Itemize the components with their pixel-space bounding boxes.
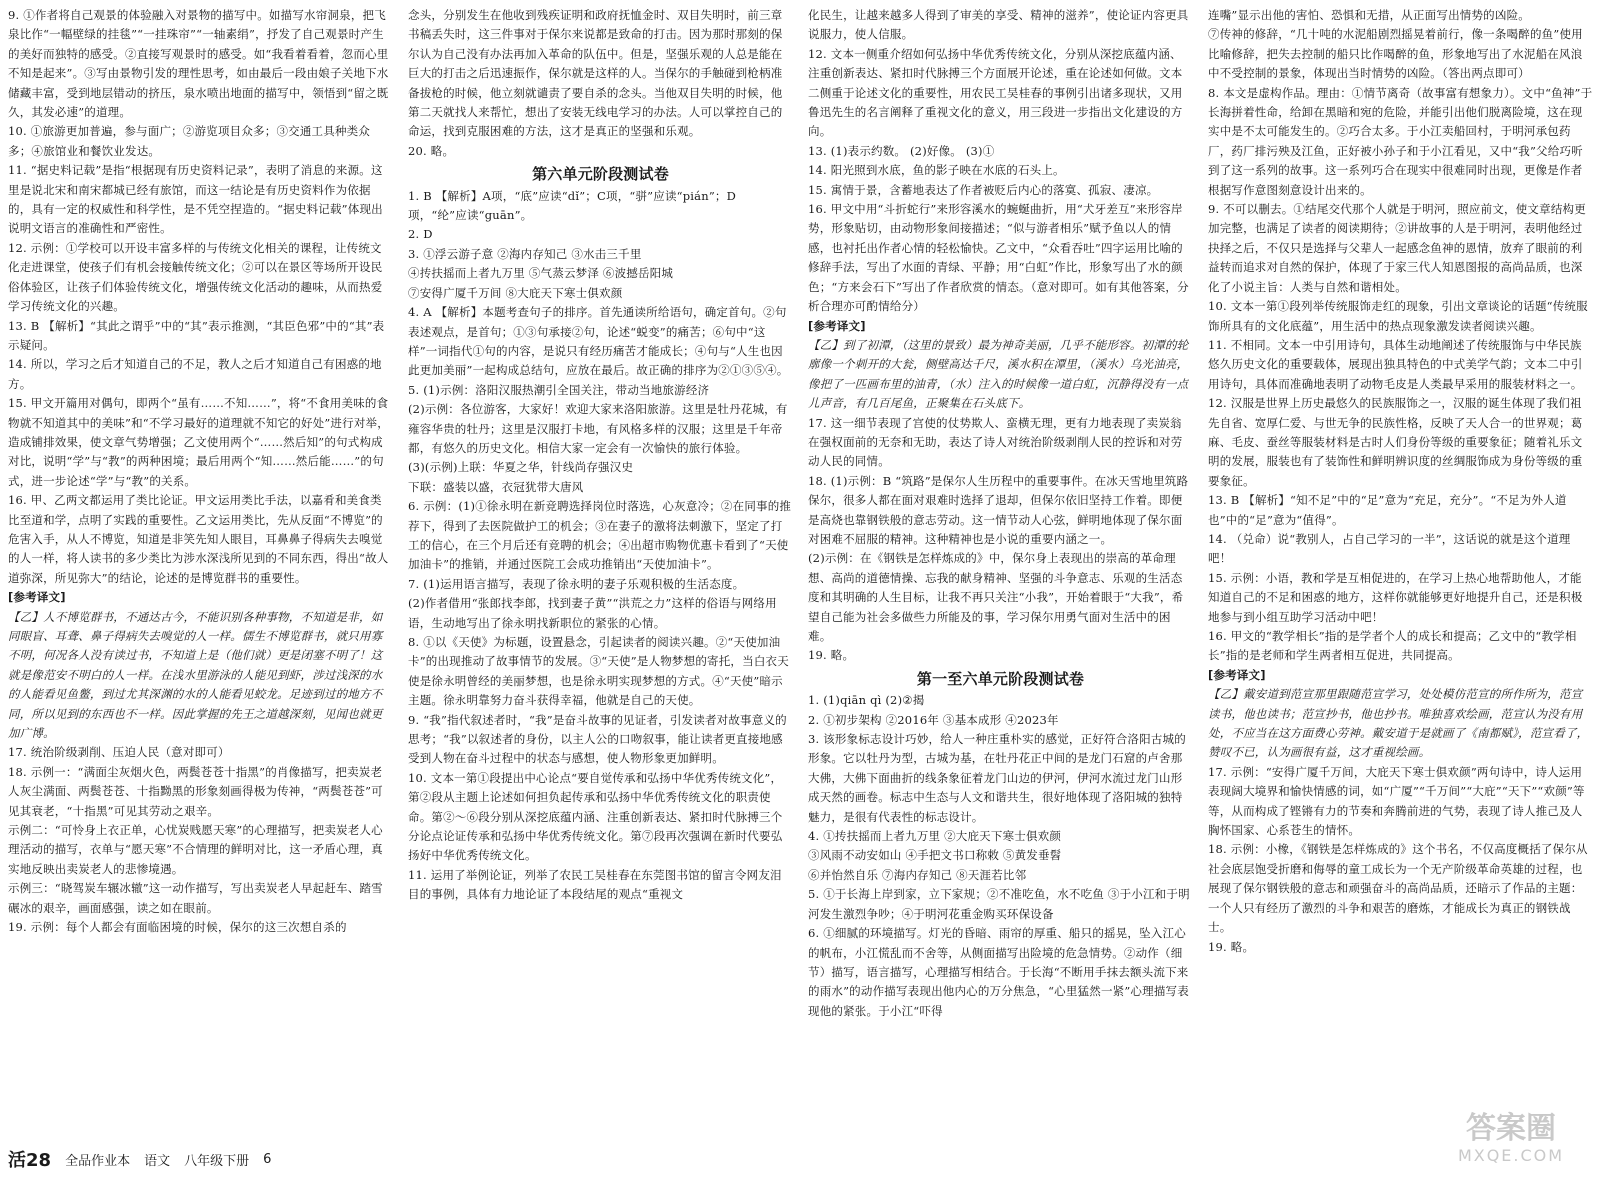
answer-item: 9. “我”指代叙述者时，“我”是奋斗故事的见证者，引发读者对故事意义的思考；“我”以叙述者的身份，以主人公的口吻叙事，能让读者更直接地感受到人物在奋斗过程中的状态与感想，使人物形象更加鲜明。	[408, 712, 787, 766]
watermark-url: MXQE.COM	[1457, 1146, 1565, 1165]
reference-translation-text: 【乙】到了初潭，（这里的景致）最为神奇美丽，几乎不能形容。初潭的轮廓像一个刺开的大瓮，侧壁高达千尺，溪水积在潭里，（溪水）乌光油亮，像把了一匹画布里的油青，（水）注入的时候像一道白虹，沉静得没有一点儿声音，有几百尾鱼，正聚集在石头底下。	[808, 337, 1189, 411]
answer-item: 15. 示例：小语，教和学是互相促进的，在学习上热心地帮助他人，才能知道自己的不足和困惑的地方，这样你就能够更好地提升自己，还是积极地参与到小组互助学习活动中吧！	[1208, 570, 1583, 624]
answer-item: 3. ①浮云游子意 ②海内存知己 ③水击三千里	[408, 246, 642, 261]
answer-item: 化民生，让越来越多人得到了审美的享受、精神的滋养”，使论证内容更具说服力，使人信服。	[808, 8, 1189, 42]
answer-item: 6. 示例：(1)①徐永明在新竞聘选择岗位时落选，心灰意冷；②在同事的推荐下，得到了去医院做护工的机会；③在妻子的激将法刺激下，坚定了打工的信心，在三个月后还有竞聘的机会；④出超市购物优惠卡看到了“天使加油卡”的推销，并通过医院工会成功推销出“天使加油卡”。	[408, 499, 792, 572]
answer-item: 连嘴”显示出他的害怕、恐惧和无措，从正面写出情势的凶险。	[1208, 8, 1530, 22]
answer-item: 13. (1)表示约数。 (2)好像。 (3)①	[808, 143, 995, 158]
answer-column-3	[808, 6, 1193, 1136]
answer-item: 14. （兑命）说“教别人，占自己学习的一半”，这话说的就是这个道理吧！	[1208, 531, 1571, 566]
answer-item: 18. (1)示例：B “筑路”是保尔人生历程中的重要事件。在冰天雪地里筑路保尔，很多人都在面对艰难时选择了退却，但保尔依旧坚持工作着。即便是高烧也靠钢铁般的意志劳动。这一情节动人心弦，鲜明地体现了保尔面对困难不屈服的精神。这种精神也是小说的重要内涵之一。	[808, 473, 1189, 546]
section-title: 第六单元阶段测试卷	[532, 165, 669, 184]
answer-item: 14. 所以，学习之后才知道自己的不足，教人之后才知道自己有困惑的地方。	[8, 357, 382, 391]
answer-item: 10. ①旅游更加普遍，参与面广；②游览项目众多；③交通工具种类众多；④旅馆业和餐饮业发达。	[8, 124, 371, 158]
answer-item: (2)示例：在《钢铁是怎样炼成的》中，保尔身上表现出的崇高的革命理想、高尚的道德情操、忘我的献身精神、坚强的斗争意志、乐观的生活态度和其明确的人生目标，让我不再只关注“小我”，开始着眼于“大我”，希望自己能为社会多做些力所能及的事，学习保尔用勇气面对生活中的困难。	[808, 551, 1184, 643]
answer-column-2	[408, 6, 793, 1136]
answer-item: 18. 示例：小橡，《钢铁是怎样炼成的》这个书名，不仅高度概括了保尔从社会底层饱受折磨和侮辱的童工成长为一个无产阶级革命英雄的过程，也展现了保尔钢铁般的意志和顽强奋斗的高尚品质，还暗示了作品的主题：一个人只有经历了激烈的斗争和艰苦的磨炼，才能成长为真正的钢铁战士。	[1208, 842, 1588, 935]
answer-item: (2)作者借用“张郎找李郎，找到妻子黄”“洪荒之力”这样的俗语与网络用语，生动地写出了徐永明找新职位的紧张的心情。	[408, 596, 777, 630]
answer-item: 10. 文本一第①段列举传统服饰走红的现象，引出文章谈论的话题“传统服饰所具有的文化底蕴”，用生活中的热点现象激发读者阅读兴趣。	[1208, 299, 1588, 333]
answer-item: 6. ①细腻的环境描写。灯光的昏暗、雨帘的厚重、船只的摇晃，坠入江心的帆布，小江慌乱而不舍等，从侧面描写出险境的危急情势。②动作（细节）描写，语言描写，心理描写相结合。于长海“不断用手抹去额头流下来的雨水”的动作描写表现出他内心的万分焦急，“心里猛然一紧”心理描写表现他的紧张。于小江“吓得	[808, 926, 1189, 1018]
answer-item: 8. 本文是虚构作品。理由：①情节离奇（故事富有想象力）。文中“鱼神”于长海拼着性命，给卸在黑暗和宛的危险，并能引出他们脱离险境，这在现实中是不太可能发生的。②巧合太多。于小江卖船回村，于明河承包药厂，药厂排污殃及江鱼，正好被小孙子和于小江看见，又中“我”父给巧听到了这一系列的故事。这一系列巧合在现实中很难同时出现，更像是作者根据写作意图刻意设计出来的。	[1208, 85, 1593, 197]
watermark-logo	[1436, 1112, 1586, 1170]
answer-item: 1. B 【解析】A项，“底”应读“dǐ”；C项，“骈”应读“pián”；D项，“纶”应读“guān”。	[408, 188, 737, 223]
answer-item: ③风雨不动安如山 ④手把文书口称敕 ⑤黄发垂髫	[808, 848, 1062, 863]
answer-item: 18. 示例一：“满面尘灰烟火色，两鬓苍苍十指黑”的肖像描写，把卖炭老人灰尘满面、两鬓苍苍、十指黝黑的形象刻画得极为传神，“两鬓苍苍”可见其衰老，“十指黑”可见其劳动之艰辛。	[8, 764, 383, 818]
answer-item: (3)(示例)上联：华夏之华，针线尚存强汉史	[408, 460, 634, 475]
answer-item: 11. “据史料记载”是指“根据现有历史资料记录”，表明了消息的来源。这里是说北宋和南宋都城已经有旅馆，而这一结论是有历史资料作为依据的，具有一定的权威性和科学性，是不凭空捏造的。“据史料记载”体现出说明文语言的准确性和严密性。	[8, 163, 383, 236]
answer-item: ④抟扶摇而上者九万里 ⑤气蒸云梦泽 ⑥波撼岳阳城	[408, 266, 674, 281]
answer-item: 17. 示例：“安得广厦千万间，大庇天下寒士俱欢颜”两句诗中，诗人运用表现阔大境界和愉快情感的词，如“广厦”“千万间”“大庇”“天下”“欢颜”等等，从而构成了铿锵有力的节奏和奔腾前进的气势，表现了诗人推己及人胸怀国家、心系苍生的情怀。	[1208, 764, 1585, 838]
answer-item: 16. 甲文的“教学相长”指的是学者个人的成长和提高；乙文中的“教学相长”指的是老师和学生两者相互促进，共同提高。	[1208, 629, 1577, 663]
reference-translation-label: [参考译文]	[1208, 667, 1266, 682]
answer-item: 念头，分别发生在他收到残疾证明和政府抚恤金时、双目失明时，前三章书稿丢失时，这三件事对于保尔来说都是致命的打击。因为那时那刻的保尔认为自己没有办法再加入革命的队伍中。但是，坚强乐观的人总是能在巨大的打击之后迅速振作，保尔就是这样的人。当保尔的手触碰到枪柄准备拔枪的时候，他立刻就谴责了要自杀的念头。当他双目失明的时候，他第二天就找人来帮忙，想出了安装无线电学习的办法。人可以掌控自己的命运，找到克服困难的方法，这才是真正的坚强和乐观。	[408, 8, 783, 139]
answer-item: 19. 略。	[808, 648, 855, 663]
answer-item: 示例三：“晓驾炭车辗冰辙”这一动作描写，写出卖炭老人早起赶车、踏雪碾冰的艰辛，画面感强，读之如在眼前。	[8, 881, 383, 915]
answer-item: 11. 运用了举例论证，列举了农民工吴桂春在东莞图书馆的留言令网友泪目的事例，具体有力地论证了本段结尾的观点“重视文	[408, 867, 782, 902]
answer-item: 15. 寓情于景，含蓄地表达了作者被贬后内心的落寞、孤寂、凄凉。	[808, 182, 1159, 197]
answer-item: 5. (1)示例：洛阳汉服热潮引全国关注，带动当地旅游经济	[408, 382, 710, 397]
answer-item: 17. 这一细节表现了宫使的仗势欺人、蛮横无理，更有力地表现了卖炭翁在强权面前的无奈和无助，表达了诗人对统治阶级剥削人民的控诉和对劳动人民的同情。	[808, 415, 1183, 469]
answer-item: 4. ①抟扶摇而上者九万里 ②大庇天下寒士俱欢颜	[808, 829, 1062, 844]
answer-item: 9. ①作者将自己观景的体验融入对景物的描写中。如描写水帘洞泉，把飞泉比作“一幅壁绿的挂毯”“一挂珠帘”“一轴素绢”，抒发了自己观景时产生的美好而独特的感受。②直接写观景时的感受。如“我看着看着，忽而心里不知是起来”。③写由景物引发的理性思考，如由最后一段由娘子关地下水储藏丰富，受到地层错动的挤压，泉水喷出地面的描写中，领悟到“留之既久，其发必速”的道理。	[8, 8, 389, 120]
answer-item: 5. ①于长海上岸到家，立下家规；②不准吃鱼，水不吃鱼 ③于小江和于明河发生激烈争吵；④于明河花重金购买环保设备	[808, 887, 1190, 921]
answer-item: 12. 示例：①学校可以开设丰富多样的与传统文化相关的课程，让传统文化走进课堂，使孩子们有机会接触传统文化；②可以在景区等场所开设民俗体验区，让孩子们体验传统文化，增强传统文化活动的趣味，从而热爱学习传统文化的兴趣。	[8, 240, 383, 314]
answer-item: 13. B 【解析】“其此之谓乎”中的“其”表示推测，“其臣色邪”中的“其”表示疑问。	[8, 318, 385, 352]
answer-item: 3. 该形象标志设计巧妙，给人一种庄重朴实的感觉，正好符合洛阳古城的形象。它以牡丹为型，古城为基，在牡丹花正中间的是龙门石窟的卢舍那大佛，大佛下面曲折的线条象征着龙门山边的伊河，伊河水流过龙门山形成天然的画卷。标志中生态与人文和谐共生，很好地体现了洛阳城的独特魅力，是很有代表性的标志设计。	[808, 732, 1186, 824]
unit-number: 6	[263, 1151, 272, 1167]
answer-item: 12. 文本一侧重介绍如何弘扬中华优秀传统文化，分别从深挖底蕴内涵、注重创新表达、紧扣时代脉搏三个方面展开论述，重在论述如何做。文本二侧重于论述文化的重要性，用农民工吴桂春的事例引出诸多现状，又用鲁迅先生的名言阐释了重视文化的意义，用三段进一步指出文化建设的方向。	[808, 46, 1183, 139]
answer-item: 7. (1)运用语言描写，表现了徐永明的妻子乐观积极的生活态度。	[408, 576, 745, 591]
answer-item: 2. ①初步架构 ②2016年 ③基本成形 ④2023年	[808, 712, 1059, 727]
answer-item: 13. B 【解析】“知不足”中的“足”意为“充足，充分”。“不足为外人道也”中的“足”意为“值得”。	[1208, 493, 1567, 527]
grade-label: 八年级下册	[184, 1153, 250, 1169]
answer-item: 1. (1)qiān qì (2)②揭	[808, 693, 925, 708]
reference-translation-text: 【乙】戴安道到范宣那里跟随范宣学习，处处模仿范宣的所作所为，范宣读书，他也读书；范宣抄书，他也抄书。唯独喜欢绘画，范宣认为没有用处，不应当在这方面费心劳神。戴安道于是就画了《南都赋》，范宣看了，赞叹不已，认为画很有益，这才重视绘画。	[1208, 687, 1589, 760]
book-title: 全品作业本	[65, 1153, 131, 1169]
section-title: 第一至六单元阶段测试卷	[916, 669, 1085, 688]
reference-translation-label: [参考译文]	[808, 318, 866, 333]
answer-item: 19. 略。	[1208, 939, 1255, 954]
answer-column-4	[1208, 6, 1593, 1136]
reference-translation-label: [参考译文]	[8, 590, 66, 605]
watermark-text: 答案圈	[1466, 1111, 1556, 1146]
answer-item: 下联：盛装以盛，衣冠犹带大唐风	[408, 479, 584, 494]
answer-item: ⑦安得广厦千万间 ⑧大庇天下寒士俱欢颜	[408, 285, 623, 300]
answer-item: 17. 统治阶级剥削、压迫人民（意对即可）	[8, 745, 230, 760]
answer-item: 19. 示例：每个人都会有面临困境的时候，保尔的这三次想自杀的	[8, 920, 347, 935]
answer-item: ⑥并怡然自乐 ⑦海内存知己 ⑧天涯若比邻	[808, 867, 1027, 882]
answer-item: 4. A 【解析】本题考查句子的排序。首先通读所给语句，确定首句。②句表述观点，是首句；①③句承接②句，论述“蜕变”的痛苦；⑥句中“这样”一词指代①句的内容，是说只有经历痛苦才能成长；④句与“人生也因此更加美丽”一起构成总结句，应放在最后。故正确的排序为②①③⑤④。	[408, 305, 789, 378]
answer-item: 15. 甲文开篇用对偶句，即两个“虽有……不知……”，将“不食用美味的食物就不知道其中的美味”和“不学习最好的道理就不知它的好处”进行对举，造成铺排效果，使文章气势增强；乙文使用两个“……然后知”的句式构成对比，说明“学”与“教”的两种困境；最后用两个“知……然后能……”的句式，进一步论述“学”与“教”的关系。	[8, 396, 389, 488]
answer-item: 2. D	[408, 227, 433, 242]
answer-item: (2)示例：各位游客，大家好！欢迎大家来洛阳旅游。这里是牡丹花城，有雍容华贵的牡丹；这里是汉服打卡地，有风格多样的汉服；这里是千年帝都，有悠久的历史文化。相信大家一定会有一次愉快的旅行体验。	[408, 402, 788, 455]
reference-translation-text: 【乙】人不博览群书，不通达古今，不能识别各种事物，不知道是非，如同眼盲、耳聋、鼻子得病失去嗅觉的人一样。儒生不博览群书，就只用寡不明，何况各人没有读过书，不知道上是（他们就）更是闭塞不明了！这就是像范安不明白的人一样。在浅水里游泳的人能见到虾，涉过浅深的水的人能看见鱼鳖，到过尤其深渊的水的人能看见蛟龙。足迹到过的地方不同，所以见到的东西也不一样。因此掌握的先王之道越深刻，见闻也就更加广博。	[8, 609, 383, 741]
answer-item: 示例二：“可怜身上衣正单，心忧炭贱愿天寒”的心理描写，把卖炭老人心理活动的描写，衣单与“愿天寒”不合情理的鲜明对比，这一矛盾心理，真实地反映出卖炭老人的悲惨境遇。	[8, 823, 383, 876]
page-number: 活28	[8, 1150, 52, 1171]
answer-column-1	[8, 6, 393, 1136]
answer-item: 12. 汉服是世界上历史最悠久的民族服饰之一，汉服的诞生体现了我们祖先自省、宽厚仁爱、与世无争的民族性格，反映了天人合一的世界观；葛麻、毛皮、蚕丝等服装材料是古时人们身份等级的重要象征；随着礼乐文明的发展，服装也有了装饰性和鲜明辨识度的丝绸服饰成为身份等级的重要象征。	[1208, 396, 1583, 488]
answer-item: 20. 略。	[408, 143, 455, 158]
answer-item: 10. 文本一第①段提出中心论点“要自觉传承和弘扬中华优秀传统文化”，第②段从主题上论述如何担负起传承和弘扬中华优秀传统文化的职责使命。第②～⑥段分别从深挖底蕴内涵、注重创新表达、紧扣时代脉搏三个分论点论证传承和弘扬中华优秀传统文化。第⑦段再次强调在新时代要弘扬好中华优秀传统文化。	[408, 770, 783, 863]
answer-item: 11. 不相同。文本一中引用诗句，具体生动地阐述了传统服饰与中华民族悠久历史文化的重要载体，展现出独具特色的中式美学气韵；文本二中引用诗句，具体而准确地表明了动物毛皮是人类最早采用的服装材料之一。	[1208, 337, 1583, 391]
answer-item: ⑦传神的修辞，“几十吨的水泥船剧烈摇晃着前行，像一条喝醉的鱼”使用比喻修辞，把失去控制的船只比作喝醉的鱼，形象地写出了水泥船在风浪中不受控制的景象，体现出当时情势的凶险。（答出两点即可）	[1208, 27, 1583, 81]
answer-item: 9. 不可以删去。①结尾交代那个人就是于明河，照应前文，使文章结构更加完整，也满足了读者的阅读期待；②讲故事的人是于明河，表明他经过抉择之后，不仅只是选择与父辈人一起感念鱼神的恩情，放弃了眼前的利益转而追求对自然的保护，体现了于家三代人知恩图报的高尚品质，也深化了小说主旨：人类与自然和谐相处。	[1208, 202, 1586, 294]
subject-label: 语文	[144, 1153, 171, 1169]
answer-item: 16. 甲、乙两文都运用了类比论证。甲文运用类比手法，以嘉肴和美食类比至道和学，点明了实践的重要性。乙文运用类比，先从反面“不博览”的危害入手，从人不博览，知道是非笑先知人眼目，耳鼻鼻子得病失去嗅觉的人一样，将人读书的多少类比为涉水深浅所见到的不同东西，得出“故人道弥深，所见弥大”的结论，论述的是博览群书的重要性。	[8, 493, 389, 585]
answer-item: 16. 甲文中用“斗折蛇行”来形容溪水的蜿蜒曲折，用“犬牙差互”来形容岸势，形象贴切，由动物形象间接描述；“似与游者相乐”赋予鱼以人的情感，也衬托出作者心情的轻松愉快。乙文中，“众看吞吐”四字运用比喻的修辞手法，写出了水面的青绿、平静；用“白虹”作比，形象写出了水的颜色；“方来会石下”写出了作者欣赏的情态。（意对即可。如有其他答案，分析合理亦可酌情给分）	[808, 202, 1189, 314]
answer-item: 8. ①以《天使》为标题，设置悬念，引起读者的阅读兴趣。②“天使加油卡”的出现推动了故事情节的发展。③“天使”是人物梦想的寄托，当白衣天使是徐永明曾经的美丽梦想，也是徐永明实现梦想的方式。④“天使”暗示主题。徐永明靠努力奋斗获得幸福，他就是自己的天使。	[408, 635, 789, 708]
page-footer	[8, 1146, 271, 1172]
answer-item: 14. 阳光照到水底，鱼的影子映在水底的石头上。	[808, 163, 1065, 178]
